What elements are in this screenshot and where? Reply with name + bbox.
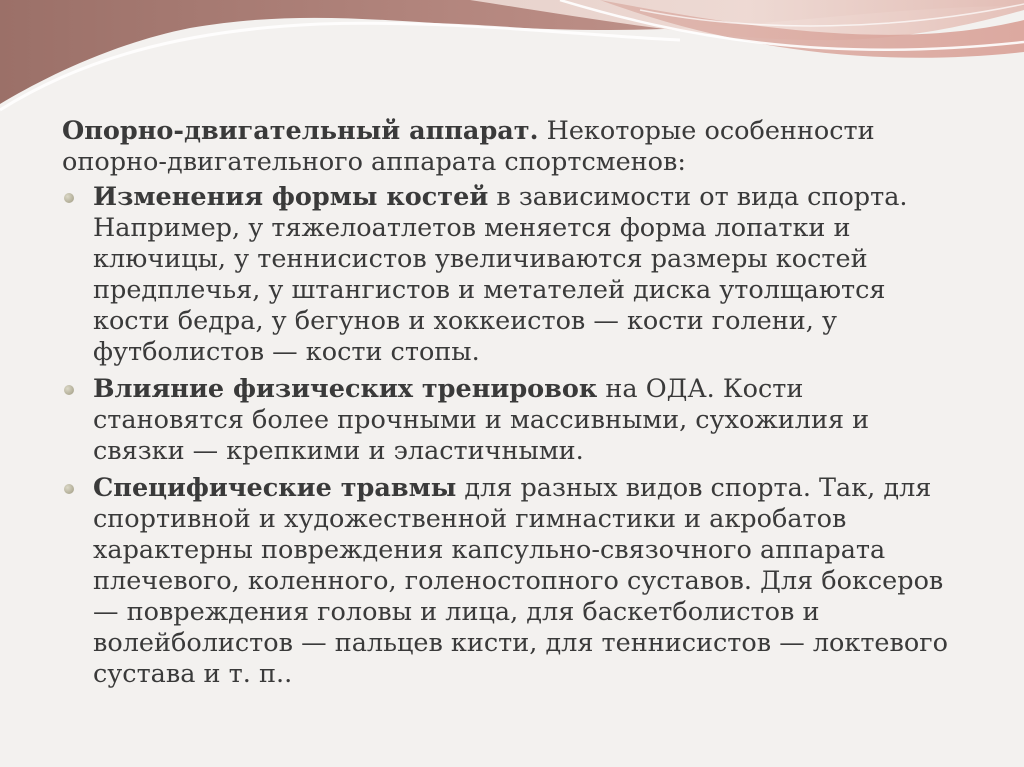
bullet-dot-icon	[64, 385, 74, 395]
slide-body	[62, 116, 962, 696]
intro-text: Некоторые особенности опорно-двигательного аппарата спортсменов:	[62, 116, 875, 177]
bullet-text: в зависимости от вида спорта. Например, у тяжелоатлетов меняется форма лопатки и ключицы, у теннисистов увеличиваются размеры костей предплечья, у штангистов и метателей диска утолщаются кости бедра, у бегунов и хоккеистов — кости голени, у футболистов — кости стопы.	[93, 182, 908, 367]
bullet-list	[62, 182, 962, 690]
bullet-text: на ОДА. Кости становятся более прочными и массивными, сухожилия и связки — крепкими и эластичными.	[93, 374, 870, 466]
bullet-item-specific-injuries	[62, 473, 962, 690]
intro-title: Опорно-двигательный аппарат.	[62, 116, 539, 146]
bullet-text: для разных видов спорта. Так, для спортивной и художественной гимнастики и акробатов характерны повреждения капсульно-связочного аппарата плечевого, коленного, голеностопного суставов. Для боксеров — повреждения головы и лица, для баскетболистов и волейболистов — пальцев кисти, для теннисистов — локтевого сустава и т. п..	[93, 473, 948, 689]
intro-paragraph	[62, 116, 962, 178]
bullet-dot-icon	[64, 484, 74, 494]
bullet-lead: Изменения формы костей	[93, 182, 489, 212]
bullet-dot-icon	[64, 193, 74, 203]
bullet-item-bone-shape	[62, 182, 962, 368]
header-swoosh-decoration	[0, 0, 1024, 120]
bullet-lead: Влияние физических тренировок	[93, 374, 598, 404]
bullet-lead: Специфические травмы	[93, 473, 457, 503]
bullet-item-training-effect	[62, 374, 962, 467]
